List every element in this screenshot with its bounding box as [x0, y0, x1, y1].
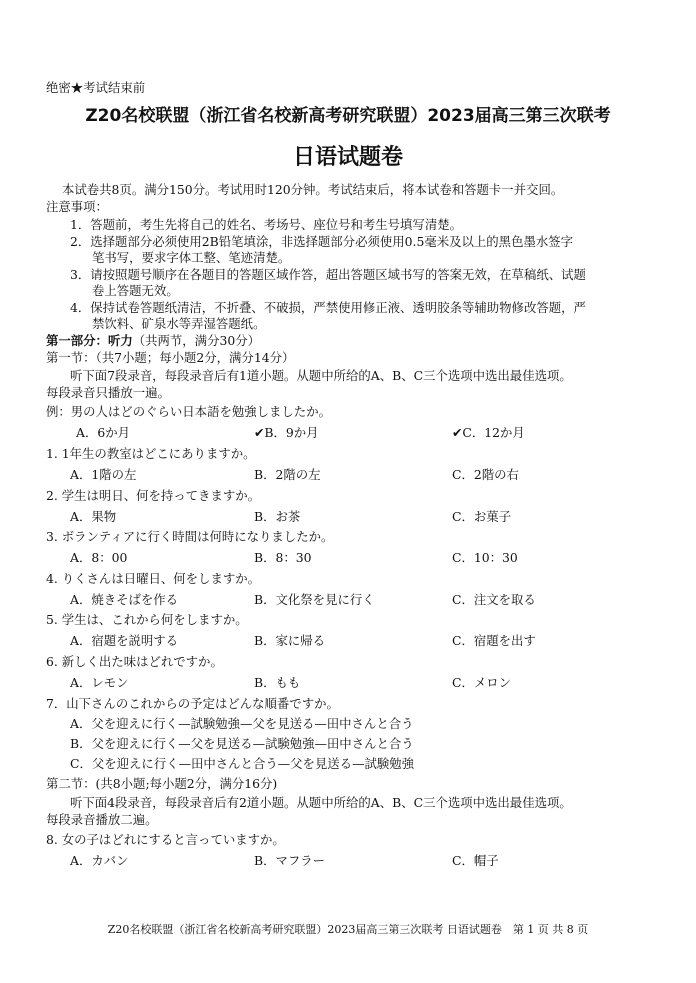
note-1: 1．答题前，考生先将自己的姓名、考场号、座位号和考生号填写清楚。	[70, 217, 462, 232]
q7-option-b: B．父を迎えに行く—父を見送る—試験勉強—田中さんと合う	[70, 736, 414, 751]
section-2-instructions-line-2: 每段录音播放二遍。	[46, 812, 158, 827]
exam-subtitle: 日语试题卷	[292, 145, 403, 170]
q3-option-c: C．10：30	[452, 550, 518, 565]
example-option-a: A．6か月	[76, 425, 131, 440]
q6-option-c: C．メロン	[452, 675, 512, 690]
note-4-line-1: 4．保持试卷答题纸清洁，不折叠、不破损，严禁使用修正液、透明胶条等辅助物修改答题，严	[70, 300, 586, 315]
confidential-label: 绝密★考试结束前	[46, 80, 146, 95]
q1-option-b: B．2階の左	[254, 467, 321, 482]
section-1-heading: 第一节：（共7小题；每小题2分，满分14分）	[46, 350, 295, 365]
q5-option-c: C．宿題を出す	[452, 633, 536, 648]
example-question: 例：男の人はどのぐらい日本語を勉強しましたか。	[46, 404, 331, 419]
section-2-instructions-line-1: 听下面4段录音，每段录音后有2道小题。从题中所给的A、B、C三个选项中选出最佳选项。	[70, 795, 572, 810]
note-2-line-1: 2．选择题部分必须使用2B铅笔填涂，非选择题部分必须使用0.5毫米及以上的黑色墨水签字	[70, 234, 574, 249]
intro-text: 本试卷共8页。满分150分。考试用时120分钟。考试结束后，将本试卷和答题卡一并交回。	[62, 182, 564, 197]
q6-option-a: A．レモン	[70, 675, 129, 690]
part-1-desc: （共两节，满分30分）	[132, 333, 261, 348]
q8-option-c: C．帽子	[452, 853, 499, 868]
q4-option-c: C．注文を取る	[452, 592, 536, 607]
q1-option-c: C．2階の右	[452, 467, 519, 482]
q2-option-a: A．果物	[70, 509, 117, 524]
question-6: 6. 新しく出た味はどれですか。	[46, 654, 223, 669]
section-1-instructions-line-1: 听下面7段录音，每段录音后有1道小题。从题中所给的A、B、C三个选项中选出最佳选项。	[70, 368, 572, 383]
exam-title: Z20名校联盟（浙江省名校新高考研究联盟）2023届高三第三次联考	[85, 106, 611, 126]
q4-option-a: A．焼きそばを作る	[70, 592, 179, 607]
notes-heading: 注意事项：	[46, 199, 108, 214]
q2-option-b: B．お茶	[254, 509, 301, 524]
question-8: 8. 女の子はどれにすると言っていますか。	[46, 832, 285, 847]
question-3: 3. ボランティアに行く時間は何時になりましたか。	[46, 529, 334, 544]
question-1: 1. 1年生の教室はどこにありますか。	[46, 446, 256, 461]
q7-option-a: A．父を迎えに行く—試験勉強—父を見送る—田中さんと合う	[70, 716, 414, 731]
q1-option-a: A．1階の左	[70, 467, 137, 482]
page-footer: Z20名校联盟（浙江省名校新高考研究联盟）2023届高三第三次联考 日语试题卷 第 1 页 共 8 页	[107, 923, 589, 936]
q3-option-b: B．8：30	[254, 550, 312, 565]
part-1-label: 第一部分：听力	[46, 333, 133, 348]
note-4-line-2: 禁饮料、矿泉水等弄湿答题纸。	[92, 316, 266, 331]
section-1-instructions-line-2: 每段录音只播放一遍。	[46, 385, 170, 400]
q3-option-a: A．8：00	[70, 550, 128, 565]
q5-option-a: A．宿題を説明する	[70, 633, 179, 648]
question-7: 7．山下さんのこれからの予定はどんな順番ですか。	[46, 696, 339, 711]
q7-option-c: C．父を迎えに行く—田中さんと合う—父を見送る—試験勉強	[70, 756, 415, 771]
q5-option-b: B．家に帰る	[254, 633, 326, 648]
note-2-line-2: 笔书写，要求字体工整、笔迹清楚。	[92, 250, 291, 265]
q4-option-b: B．文化祭を見に行く	[254, 592, 375, 607]
section-2-heading: 第二节：(共8小题;每小题2分，满分16分)	[46, 776, 278, 791]
q6-option-b: B．もも	[254, 675, 301, 690]
note-3-line-1: 3．请按照题号顺序在各题目的答题区域作答，超出答题区域书写的答案无效，在草稿纸、试题	[70, 267, 586, 282]
part-1-heading	[46, 333, 260, 349]
q2-option-c: C．お菓子	[452, 509, 512, 524]
question-5: 5. 学生は、これから何をしますか。	[46, 612, 248, 627]
example-option-b: ✔B．9か月	[254, 425, 319, 440]
q8-option-a: A．カバン	[70, 853, 129, 868]
question-4: 4. りくさんは日曜日、何をしますか。	[46, 571, 261, 586]
example-option-c: ✔C．12か月	[452, 425, 525, 440]
note-3-line-2: 卷上答题无效。	[92, 283, 179, 298]
q8-option-b: B．マフラー	[254, 853, 326, 868]
question-2: 2. 学生は明日、何を持ってきますか。	[46, 488, 261, 503]
